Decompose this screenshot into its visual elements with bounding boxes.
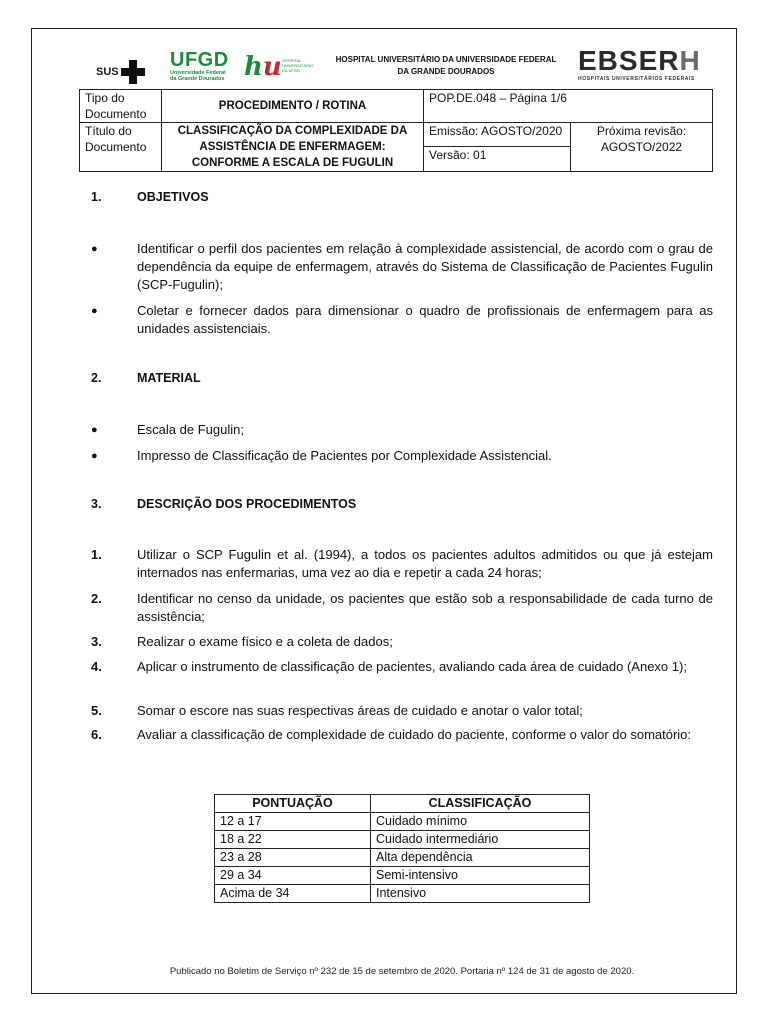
table-row [215, 849, 590, 867]
tipo-value: PROCEDIMENTO / ROTINA [162, 90, 424, 123]
bullet-icon: ● [91, 450, 98, 462]
column-header: CLASSIFICAÇÃO [371, 795, 590, 813]
list-item [91, 240, 713, 294]
section-number: 2. [91, 371, 102, 385]
column-header: PONTUAÇÃO [215, 795, 371, 813]
document-code: POP.DE.048 – Página 1/6 [424, 90, 713, 123]
titulo-value: CLASSIFICAÇÃO DA COMPLEXIDADE DA ASSISTÊNCIA DE ENFERMAGEM: CONFORME A ESCALA DE FUGULIN [162, 123, 424, 172]
procedure-step [91, 726, 713, 744]
table-cell: Semi-intensivo [371, 867, 590, 885]
step-number: 4. [91, 659, 102, 674]
step-text: Somar o escore nas suas respectivas áreas de cuidado e anotar o valor total; [137, 703, 583, 718]
table-cell: Alta dependência [371, 849, 590, 867]
bullet-icon: ● [91, 243, 98, 255]
procedure-step [91, 546, 713, 582]
ufgd-subtitle-1: Universidade Federal [170, 70, 226, 76]
titulo-label: Título do Documento [80, 123, 162, 172]
ebserh-subtitle: HOSPITAIS UNIVERSITÁRIOS FEDERAIS [578, 76, 695, 82]
table-cell: Cuidado mínimo [371, 813, 590, 831]
list-item [91, 421, 713, 439]
list-item-text: Identificar o perfil dos pacientes em relação à complexidade assistencial, de acordo com o grau de dependência da equipe de enfermagem, através do Sistema de Classificação de Pacientes Fugulin (SCP-Fugulin); [137, 241, 713, 292]
table-header-row [215, 795, 590, 813]
ufgd-wordmark: UFGD [170, 49, 229, 71]
ufgd-subtitle-2: da Grande Dourados [170, 76, 225, 82]
emissao: Emissão: AGOSTO/2020 [424, 123, 571, 147]
table-row [215, 867, 590, 885]
hu-logo [244, 48, 314, 82]
table-cell: Cuidado intermediário [371, 831, 590, 849]
table-cell: 29 a 34 [215, 867, 371, 885]
section-number: 1. [91, 190, 102, 204]
step-text: Identificar no censo da unidade, os pacientes que estão sob a responsabilidade de cada turno de assistência; [137, 591, 713, 624]
section-title: MATERIAL [137, 371, 201, 385]
table-cell: 23 a 28 [215, 849, 371, 867]
step-number: 2. [91, 591, 102, 606]
ebserh-logo [578, 46, 712, 82]
section-heading-material [91, 371, 201, 385]
tipo-label: Tipo do Documento [80, 90, 162, 123]
hospital-name-line-2: DA GRANDE DOURADOS [397, 67, 495, 76]
procedure-step [91, 633, 713, 651]
step-number: 6. [91, 727, 102, 742]
sus-label: SUS [96, 66, 119, 78]
sus-logo [96, 60, 145, 84]
ebserh-wordmark [578, 46, 712, 76]
section-heading-procedimentos [91, 497, 356, 511]
section-heading-objetivos [91, 190, 209, 204]
proxima-value: AGOSTO/2022 [600, 140, 683, 154]
table-cell: 18 a 22 [215, 831, 371, 849]
ebserh-main: EBSER [578, 45, 680, 76]
publication-footer: Publicado no Boletim de Serviço nº 232 de 15 de setembro de 2020. Portaria nº 124 de 31 de agosto de 2020. [169, 966, 635, 977]
step-number: 5. [91, 703, 102, 718]
proxima-revisao [571, 123, 713, 172]
list-item-text: Escala de Fugulin; [137, 422, 244, 437]
step-number: 3. [91, 634, 102, 649]
classification-table [214, 794, 590, 903]
bullet-icon: ● [91, 305, 98, 317]
procedure-step [91, 658, 713, 676]
step-text: Utilizar o SCP Fugulin et al. (1994), a todos os pacientes adultos admitidos ou que já estejam internados nas enfermarias, uma vez ao dia e repetir a cada 24 horas; [137, 547, 713, 580]
proxima-label: Próxima revisão: [596, 124, 687, 138]
section-title: DESCRIÇÃO DOS PROCEDIMENTOS [137, 497, 357, 511]
list-item-text: Coletar e fornecer dados para dimensionar o quadro de profissionais de enfermagem para as unidades assistenciais. [137, 303, 713, 336]
table-cell: 12 a 17 [215, 813, 371, 831]
table-cell: Acima de 34 [215, 885, 371, 903]
table-row [215, 885, 590, 903]
section-title: OBJETIVOS [137, 190, 209, 204]
bullet-icon: ● [91, 424, 98, 436]
hospital-name [324, 54, 568, 78]
document-meta-table [79, 89, 713, 172]
step-text: Avaliar a classificação de complexidade de cuidado do paciente, conforme o valor do somatório: [137, 727, 692, 742]
versao: Versão: 01 [424, 147, 571, 172]
cross-icon [121, 60, 145, 84]
procedure-step [91, 590, 713, 626]
section-number: 3. [91, 497, 102, 511]
list-item-text: Impresso de Classificação de Pacientes por Complexidade Assistencial. [137, 448, 552, 463]
hospital-name-line-1: HOSPITAL UNIVERSITÁRIO DA UNIVERSIDADE FEDERAL [335, 55, 557, 64]
step-text: Aplicar o instrumento de classificação de pacientes, avaliando cada área de cuidado (Anexo 1); [137, 659, 687, 674]
table-cell: Intensivo [371, 885, 590, 903]
document-header [0, 46, 768, 86]
step-number: 1. [91, 547, 102, 562]
hu-subtitle: HOSPITAL UNIVERSITÁRIO DA UFGD [282, 58, 314, 73]
list-item [91, 447, 713, 465]
table-row [215, 831, 590, 849]
step-text: Realizar o exame físico e a coleta de dados; [137, 634, 393, 649]
ebserh-h: H [679, 45, 701, 76]
table-row [215, 813, 590, 831]
ufgd-logo [170, 50, 229, 82]
list-item [91, 302, 713, 338]
procedure-step [91, 702, 713, 720]
hu-wordmark: hu [244, 52, 282, 82]
